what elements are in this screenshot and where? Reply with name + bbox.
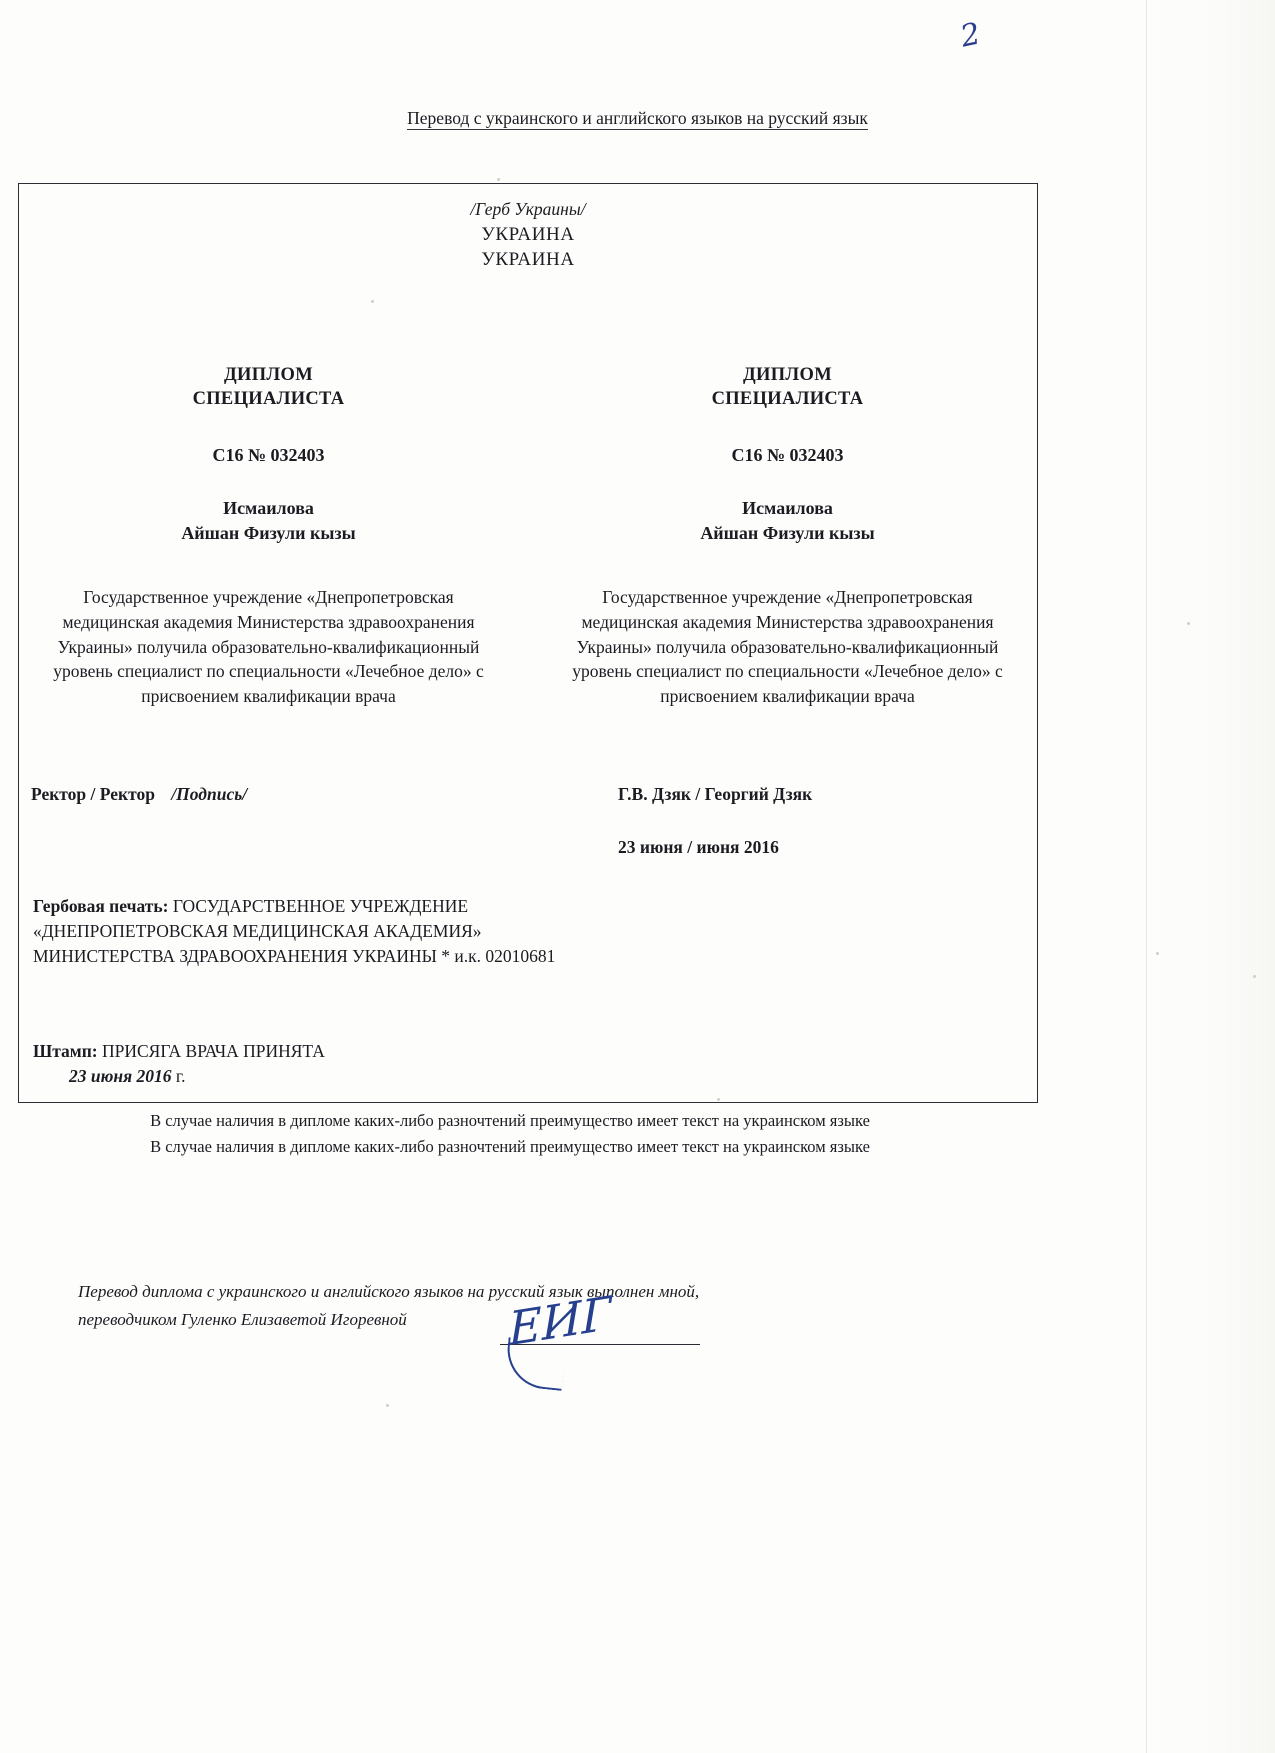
stamp-label: Штамп: [33, 1041, 98, 1061]
stamp-date-row [69, 1064, 593, 1089]
holder-surname-left: Исмаилова [223, 498, 314, 519]
emblem-block [19, 198, 1037, 273]
scan-speck [717, 1098, 720, 1101]
scan-speck [1156, 952, 1159, 955]
diploma-title-right-line1: ДИПЛОМ [743, 365, 832, 385]
scan-speck [1253, 975, 1256, 978]
diploma-title-right [568, 364, 1007, 411]
document-frame [18, 183, 1038, 1103]
holder-given-names-left: Айшан Физули кызы [181, 522, 356, 543]
diploma-number-left: С16 № 032403 [212, 445, 325, 466]
holder-name-left [49, 496, 488, 545]
footnote-english: В случае наличия в дипломе каких-либо разночтений преимущество имеет текст на украинском языке [150, 1137, 870, 1157]
stamp-block [33, 1039, 593, 1090]
seal-block [33, 894, 593, 969]
rector-left-cell [19, 784, 528, 858]
handwritten-page-number: 2 [957, 16, 984, 55]
seal-text: ГОСУДАРСТВЕННОЕ УЧРЕЖДЕНИЕ «ДНЕПРОПЕТРОВСКАЯ МЕДИЦИНСКАЯ АКАДЕМИЯ» МИНИСТЕРСТВА ЗДРАВООХРАНЕНИЯ УКРАИНЫ * и.к. 02010681 [33, 896, 556, 966]
diploma-column-english [528, 364, 1037, 709]
rector-name: Г.В. Дзяк / Георгий Дзяк [618, 784, 813, 804]
signature-mark: ЕИГ [508, 1285, 612, 1357]
diploma-body-left: Государственное учреждение «Днепропетровская медицинская академия Министерства здравоохранения Украины» получила образовательно-квалификационный уровень специалист по специальности «Лечебное дело» с присвоением квалификации врача [53, 586, 484, 707]
diploma-title-right-line2: СПЕЦИАЛИСТА [711, 388, 864, 409]
signature-flourish [504, 1337, 567, 1391]
scan-speck [371, 300, 374, 303]
issue-date: 23 июня / июня 2016 [618, 837, 779, 857]
emblem-note: /Герб Украины/ [470, 199, 586, 219]
rector-right-cell [528, 784, 1037, 858]
scan-speck [1187, 622, 1190, 625]
translation-header [0, 108, 1275, 129]
translator-note-line2: переводчиком Гуленко Елизаветой Игоревной [78, 1310, 407, 1330]
holder-surname-right: Исмаилова [742, 498, 833, 519]
rector-signature-note: /Подпись/ [171, 784, 248, 804]
country-line-ukrainian: УКРАИНА [481, 223, 575, 245]
translator-signature [500, 1285, 720, 1370]
holder-name-right [568, 496, 1007, 545]
stamp-date: 23 июня 2016 [69, 1066, 172, 1087]
scan-speck [386, 1404, 389, 1407]
diploma-title-left-line2: СПЕЦИАЛИСТА [192, 388, 345, 409]
footnote-ukrainian: В случае наличия в дипломе каких-либо разночтений преимущество имеет текст на украинском языке [150, 1111, 870, 1130]
diploma-title-left [49, 364, 488, 411]
footnotes [0, 1108, 1020, 1161]
diploma-column-ukrainian [19, 364, 528, 709]
stamp-text: ПРИСЯГА ВРАЧА ПРИНЯТА [97, 1041, 325, 1061]
translation-header-text: Перевод с украинского и английского языков на русский язык [407, 108, 868, 128]
scan-speck [497, 178, 500, 181]
rector-label: Ректор / Ректор [31, 784, 155, 804]
diploma-number-right: С16 № 032403 [731, 445, 844, 466]
seal-label: Гербовая печать: [33, 896, 169, 916]
diploma-body-right: Государственное учреждение «Днепропетровская медицинская академия Министерства здравоохранения Украины» получила образовательно-квалификационный уровень специалист по специальности «Лечебное дело» с присвоением квалификации врача [572, 586, 1003, 707]
stamp-date-suffix: г. [171, 1066, 186, 1087]
rector-row [19, 784, 1037, 858]
diploma-columns [19, 364, 1037, 709]
scan-edge [1146, 0, 1275, 1753]
translator-note-line1: Перевод диплома с украинского и английского языков на русский язык выполнен мной, [78, 1282, 700, 1301]
diploma-title-left-line1: ДИПЛОМ [224, 365, 313, 385]
country-line-english: УКРАИНА [481, 249, 575, 271]
holder-given-names-right: Айшан Физули кызы [700, 522, 875, 543]
